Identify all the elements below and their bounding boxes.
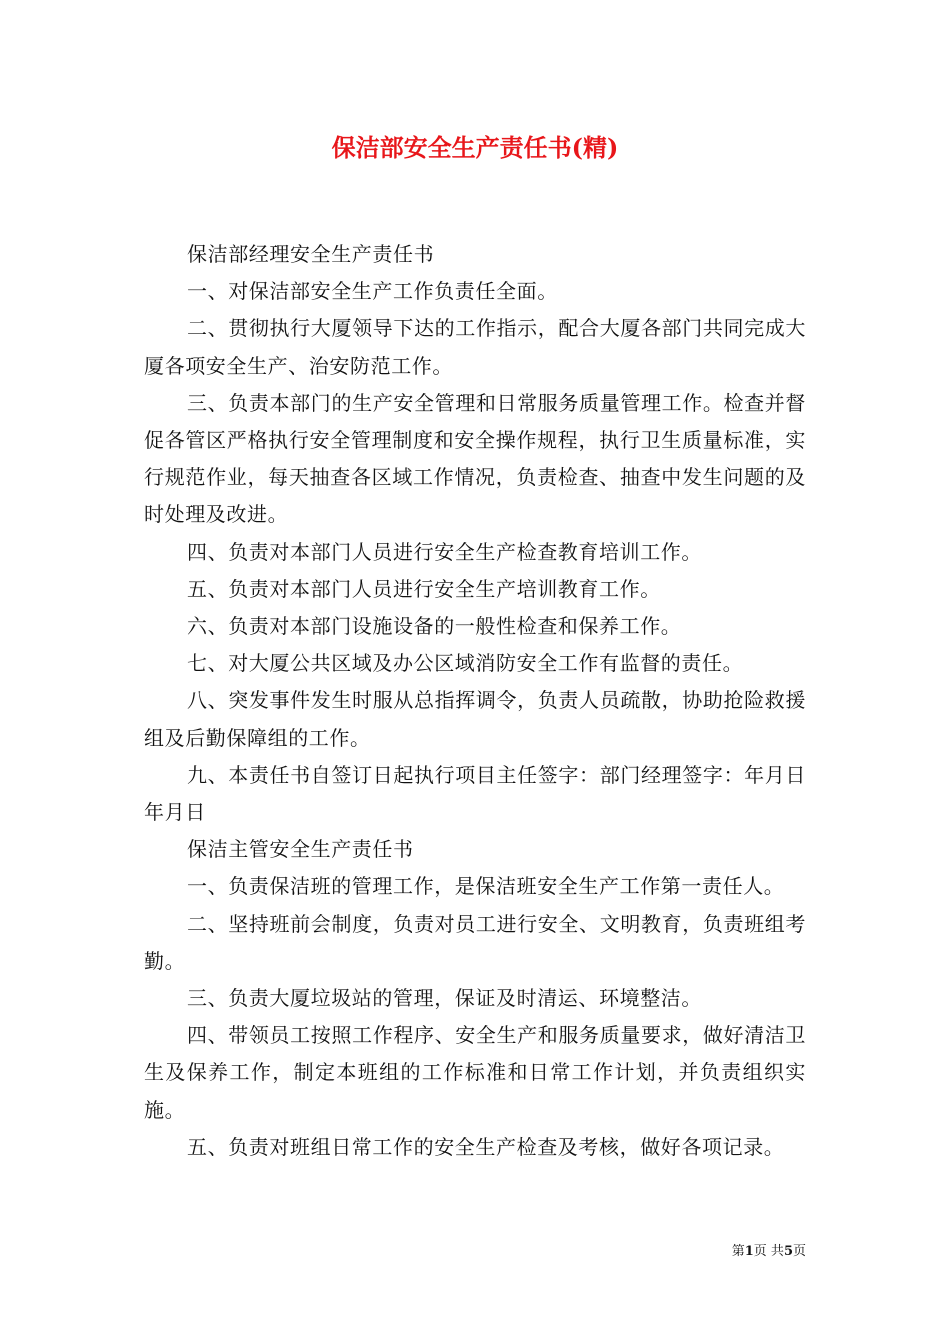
paragraph: 四、带领员工按照工作程序、安全生产和服务质量要求，做好清洁卫生及保养工作，制定本班组的工作标准和日常工作计划，并负责组织实施。 (144, 1023, 806, 1122)
footer-prefix: 第 (731, 1244, 745, 1259)
paragraph: 五、负责对班组日常工作的安全生产检查及考核，做好各项记录。 (187, 1134, 785, 1159)
paragraph: 五、负责对本部门人员进行安全生产培训教育工作。 (187, 576, 661, 601)
footer-suffix: 页 (792, 1244, 806, 1259)
paragraph: 一、负责保洁班的管理工作，是保洁班安全生产工作第一责任人。 (187, 874, 785, 899)
footer-middle: 页 共 (753, 1244, 784, 1259)
paragraph: 二、坚持班前会制度，负责对员工进行安全、文明教育，负责班组考勤。 (144, 911, 806, 973)
paragraph: 三、负责本部门的生产安全管理和日常服务质量管理工作。检查并督促各管区严格执行安全管理制度和安全操作规程，执行卫生质量标准，实行规范作业，每天抽查各区域工作情况，负责检查、抽查中发生问题的及时处理及改进。 (144, 390, 806, 527)
paragraph: 六、负责对本部门设施设备的一般性检查和保养工作。 (187, 614, 682, 639)
paragraph: 四、负责对本部门人员进行安全生产检查教育培训工作。 (187, 539, 702, 564)
paragraph: 三、负责大厦垃圾站的管理，保证及时清运、环境整洁。 (187, 986, 702, 1011)
paragraph: 保洁主管安全生产责任书 (187, 837, 414, 862)
paragraph: 九、本责任书自签订日起执行项目主任签字：部门经理签字：年月日年月日 (144, 762, 806, 825)
paragraph: 一、对保洁部安全生产工作负责任全面。 (187, 279, 558, 304)
paragraph: 二、贯彻执行大厦领导下达的工作指示，配合大厦各部门共同完成大厦各项安全生产、治安防范工作。 (144, 316, 806, 378)
current-page-number: 1 (744, 1244, 754, 1259)
paragraph: 八、突发事件发生时服从总指挥调令，负责人员疏散，协助抢险救援组及后勤保障组的工作。 (144, 688, 806, 750)
paragraph: 保洁部经理安全生产责任书 (187, 242, 435, 266)
total-page-number: 5 (783, 1244, 793, 1259)
document-title: 保洁部安全生产责任书(精) (331, 133, 619, 162)
paragraph: 七、对大厦公共区域及办公区域消防安全工作有监督的责任。 (187, 651, 744, 676)
document-body (144, 236, 806, 1166)
page-number-footer (732, 1243, 806, 1261)
